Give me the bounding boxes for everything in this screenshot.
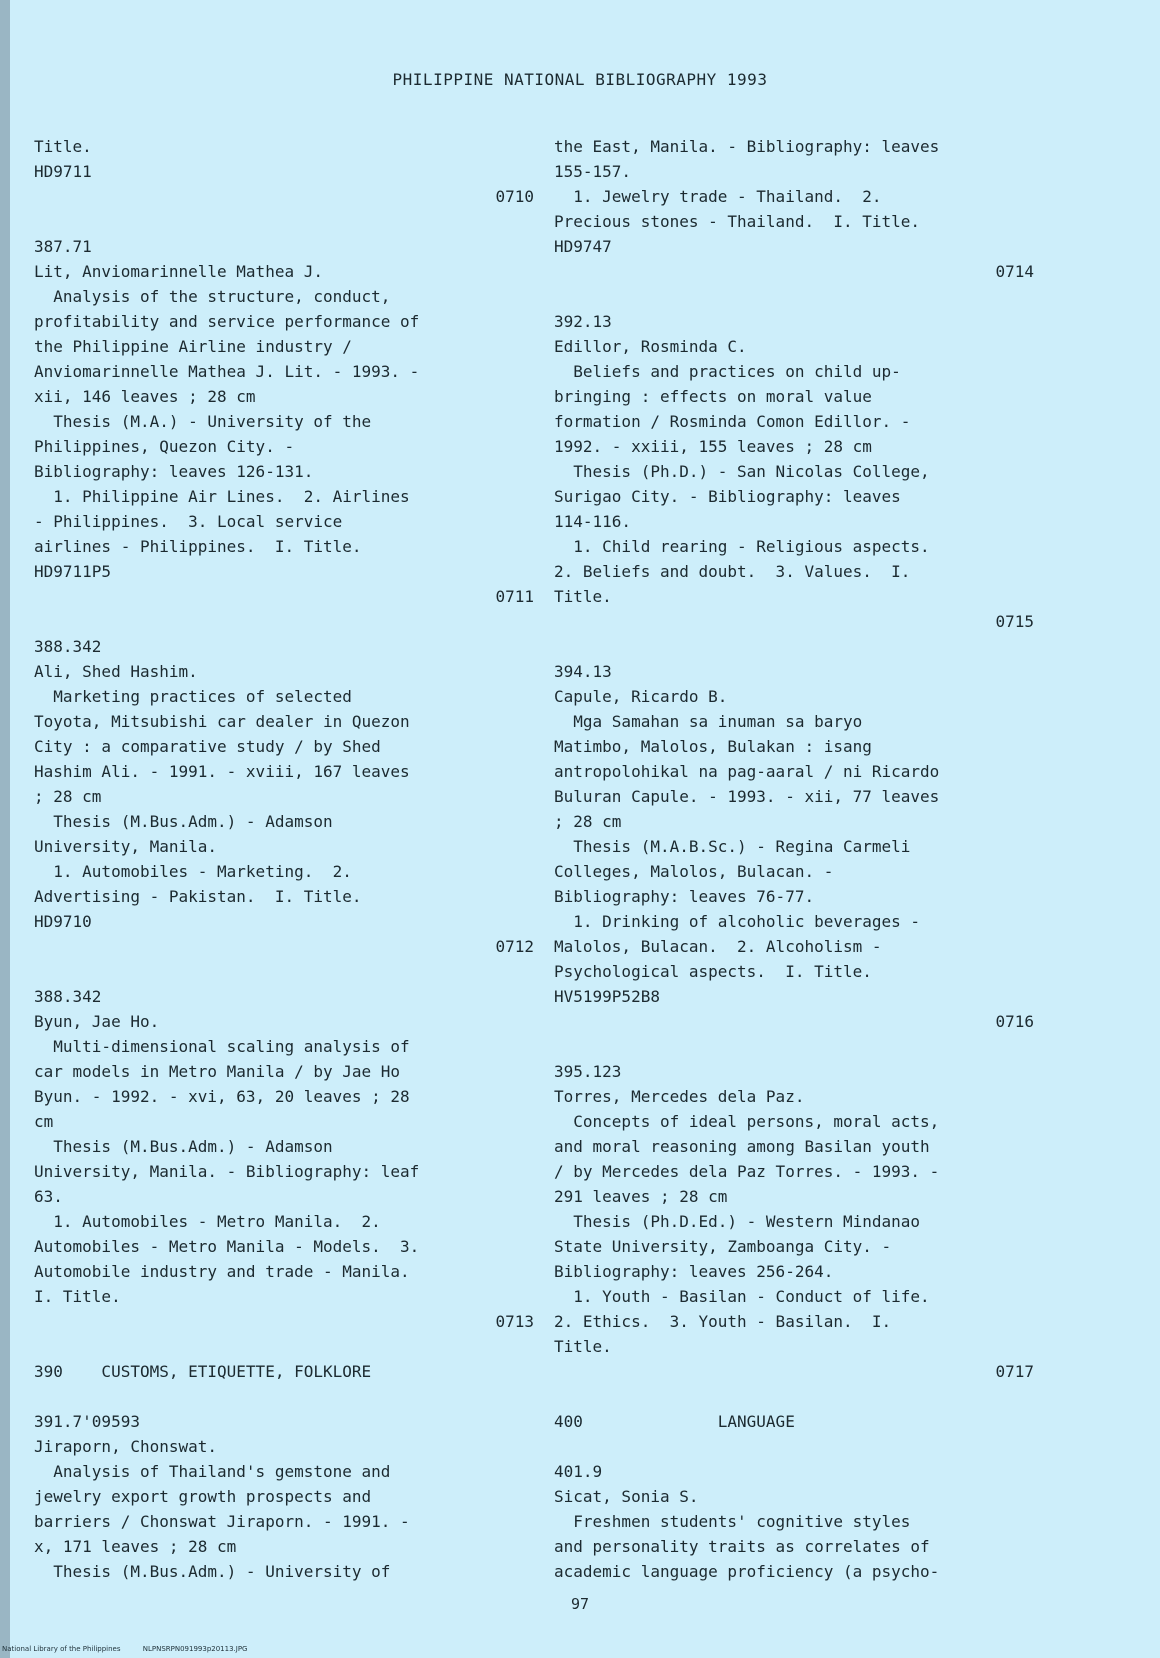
entry-line: 114-116.	[554, 512, 632, 531]
entry-line: HD9711	[34, 162, 92, 181]
entry-line: HD9747	[554, 237, 612, 256]
entry-line: cm	[34, 1112, 54, 1131]
entry-number: 0713	[495, 1312, 534, 1331]
footer-file: NLPNSRPN091993p20113.JPG	[142, 1645, 248, 1653]
entry-line: Title.	[554, 1337, 612, 1356]
entry-line: Hashim Ali. - 1991. - xviii, 167 leaves	[34, 762, 410, 781]
spacer	[34, 959, 534, 984]
page-title: PHILIPPINE NATIONAL BIBLIOGRAPHY 1993	[392, 70, 768, 89]
entry-line: 391.7'09593	[34, 1412, 140, 1431]
entry-line: and moral reasoning among Basilan youth	[554, 1137, 930, 1156]
entry-line: 1. Philippine Air Lines. 2. Airlines	[34, 487, 410, 506]
entry-line: Marketing practices of selected	[34, 687, 352, 706]
left-column	[34, 134, 534, 1584]
entry-line: Malolos, Bulacan. 2. Alcoholism -	[554, 937, 882, 956]
entry-line: Automobiles - Metro Manila - Models. 3.	[34, 1237, 420, 1256]
entry-number: 0715	[995, 612, 1034, 631]
spacer	[34, 1334, 534, 1359]
entry-line: car models in Metro Manila / by Jae Ho	[34, 1062, 401, 1081]
entry-line: / by Mercedes dela Paz Torres. - 1993. -	[554, 1162, 940, 1181]
spacer	[554, 1434, 1034, 1459]
spacer	[554, 634, 1034, 659]
entry-line: formation / Rosminda Comon Edillor. -	[554, 412, 911, 431]
entry-line: Torres, Mercedes dela Paz.	[554, 1087, 805, 1106]
entry-line: 394.13	[554, 662, 612, 681]
entry-line: Philippines, Quezon City. -	[34, 437, 295, 456]
entry-line: 155-157.	[554, 162, 632, 181]
entry-line: 291 leaves ; 28 cm	[554, 1187, 728, 1206]
entry-line: Mga Samahan sa inuman sa baryo	[554, 712, 863, 731]
entry-line: Colleges, Malolos, Bulacan. -	[554, 862, 834, 881]
entry-line: - Philippines. 3. Local service	[34, 512, 343, 531]
entry-line: Capule, Ricardo B.	[554, 687, 728, 706]
entry-line: Freshmen students' cognitive styles	[554, 1512, 911, 1531]
spacer	[554, 1034, 1034, 1059]
spacer	[34, 609, 534, 634]
entry-line: Bibliography: leaves 256-264.	[554, 1262, 834, 1281]
entry-line: Analysis of Thailand's gemstone and	[34, 1462, 391, 1481]
entry-line: HD9711P5	[34, 562, 112, 581]
entry-line: Edillor, Rosminda C.	[554, 337, 747, 356]
entry-line: Thesis (M.A.B.Sc.) - Regina Carmeli	[554, 837, 911, 856]
entry-line: 1. Child rearing - Religious aspects.	[554, 537, 930, 556]
entry-line: Thesis (M.Bus.Adm.) - Adamson	[34, 1137, 333, 1156]
entry-line: 1. Automobiles - Metro Manila. 2.	[34, 1212, 381, 1231]
entry-number: 0714	[995, 262, 1034, 281]
entry-line: Sicat, Sonia S.	[554, 1487, 699, 1506]
entry-line: Automobile industry and trade - Manila.	[34, 1262, 410, 1281]
entry-line: 1. Drinking of alcoholic beverages -	[554, 912, 921, 931]
entry-line: 388.342	[34, 637, 102, 656]
entry-number: 0717	[995, 1362, 1034, 1381]
entry-line: 2. Beliefs and doubt. 3. Values. I.	[554, 562, 911, 581]
spacer	[34, 209, 534, 234]
entry-line: Advertising - Pakistan. I. Title.	[34, 887, 362, 906]
entry-line: profitability and service performance of	[34, 312, 420, 331]
entry-line: City : a comparative study / by Shed	[34, 737, 381, 756]
entry-line: 390 CUSTOMS, ETIQUETTE, FOLKLORE	[34, 1362, 372, 1381]
entry-line: 1. Youth - Basilan - Conduct of life.	[554, 1287, 930, 1306]
entry-line: Buluran Capule. - 1993. - xii, 77 leaves	[554, 787, 940, 806]
entry-line: antropolohikal na pag-aaral / ni Ricardo	[554, 762, 940, 781]
entry-line: and personality traits as correlates of	[554, 1537, 930, 1556]
entry-line: barriers / Chonswat Jiraporn. - 1991. -	[34, 1512, 410, 1531]
entry-line: Precious stones - Thailand. I. Title.	[554, 212, 921, 231]
entry-line: Ali, Shed Hashim.	[34, 662, 198, 681]
entry-line: bringing : effects on moral value	[554, 387, 872, 406]
entry-line: Matimbo, Malolos, Bulakan : isang	[554, 737, 872, 756]
entry-line: University, Manila.	[34, 837, 218, 856]
entry-line: University, Manila. - Bibliography: leaf	[34, 1162, 420, 1181]
entry-line: academic language proficiency (a psycho-	[554, 1562, 940, 1581]
entry-line: Thesis (M.Bus.Adm.) - University of	[34, 1562, 391, 1581]
entry-line: Jiraporn, Chonswat.	[34, 1437, 218, 1456]
entry-line: Thesis (M.A.) - University of the	[34, 412, 372, 431]
spacer	[554, 284, 1034, 309]
entry-line: ; 28 cm	[34, 787, 102, 806]
entry-line: Analysis of the structure, conduct,	[34, 287, 391, 306]
entry-line: ; 28 cm	[554, 812, 622, 831]
scan-edge	[0, 0, 10, 1658]
entry-line: Byun. - 1992. - xvi, 63, 20 leaves ; 28	[34, 1087, 410, 1106]
entry-line: 1. Jewelry trade - Thailand. 2.	[554, 187, 882, 206]
entry-line: Psychological aspects. I. Title.	[554, 962, 872, 981]
spacer	[554, 1384, 1034, 1409]
entry-line: HV5199P52B8	[554, 987, 660, 1006]
entry-line: airlines - Philippines. I. Title.	[34, 537, 362, 556]
entry-line: Title.	[554, 587, 612, 606]
entry-line: Bibliography: leaves 76-77.	[554, 887, 815, 906]
entry-line: 388.342	[34, 987, 102, 1006]
entry-line: Beliefs and practices on child up-	[554, 362, 901, 381]
entry-line: Anviomarinnelle Mathea J. Lit. - 1993. -	[34, 362, 420, 381]
entry-line: Byun, Jae Ho.	[34, 1012, 160, 1031]
entry-line: Toyota, Mitsubishi car dealer in Quezon	[34, 712, 410, 731]
entry-line: jewelry export growth prospects and	[34, 1487, 372, 1506]
spacer	[34, 1384, 534, 1409]
entry-line: the East, Manila. - Bibliography: leaves	[554, 137, 940, 156]
entry-line: x, 171 leaves ; 28 cm	[34, 1537, 237, 1556]
entry-line: 392.13	[554, 312, 612, 331]
entry-line: 1. Automobiles - Marketing. 2.	[34, 862, 352, 881]
entry-line: the Philippine Airline industry /	[34, 337, 352, 356]
entry-line: Lit, Anviomarinnelle Mathea J.	[34, 262, 323, 281]
entry-line: Thesis (M.Bus.Adm.) - Adamson	[34, 812, 333, 831]
entry-line: 395.123	[554, 1062, 622, 1081]
entry-line: 2. Ethics. 3. Youth - Basilan. I.	[554, 1312, 892, 1331]
entry-line: Thesis (Ph.D.) - San Nicolas College,	[554, 462, 930, 481]
entry-line: Title.	[34, 137, 92, 156]
entry-line: Surigao City. - Bibliography: leaves	[554, 487, 901, 506]
entry-line: xii, 146 leaves ; 28 cm	[34, 387, 256, 406]
entry-line: 387.71	[34, 237, 92, 256]
footer-library: National Library of the Philippines	[2, 1645, 121, 1653]
entry-line: State University, Zamboanga City. -	[554, 1237, 892, 1256]
entry-line: HD9710	[34, 912, 92, 931]
entry-number: 0711	[495, 587, 534, 606]
right-column	[554, 134, 1034, 1584]
entry-line: Thesis (Ph.D.Ed.) - Western Mindanao	[554, 1212, 921, 1231]
scan-footer	[2, 1645, 267, 1653]
entry-line: I. Title.	[34, 1287, 121, 1306]
entry-line: 63.	[34, 1187, 63, 1206]
entry-number: 0716	[995, 1012, 1034, 1031]
entry-line: 1992. - xxiii, 155 leaves ; 28 cm	[554, 437, 872, 456]
entry-number: 0712	[495, 937, 534, 956]
entry-line: 401.9	[554, 1462, 603, 1481]
entry-line: Multi-dimensional scaling analysis of	[34, 1037, 410, 1056]
entry-line: Concepts of ideal persons, moral acts,	[554, 1112, 940, 1131]
entry-line: Bibliography: leaves 126-131.	[34, 462, 314, 481]
entry-line: 400 LANGUAGE	[554, 1412, 795, 1431]
page-number: 97	[570, 1595, 590, 1613]
entry-number: 0710	[495, 187, 534, 206]
